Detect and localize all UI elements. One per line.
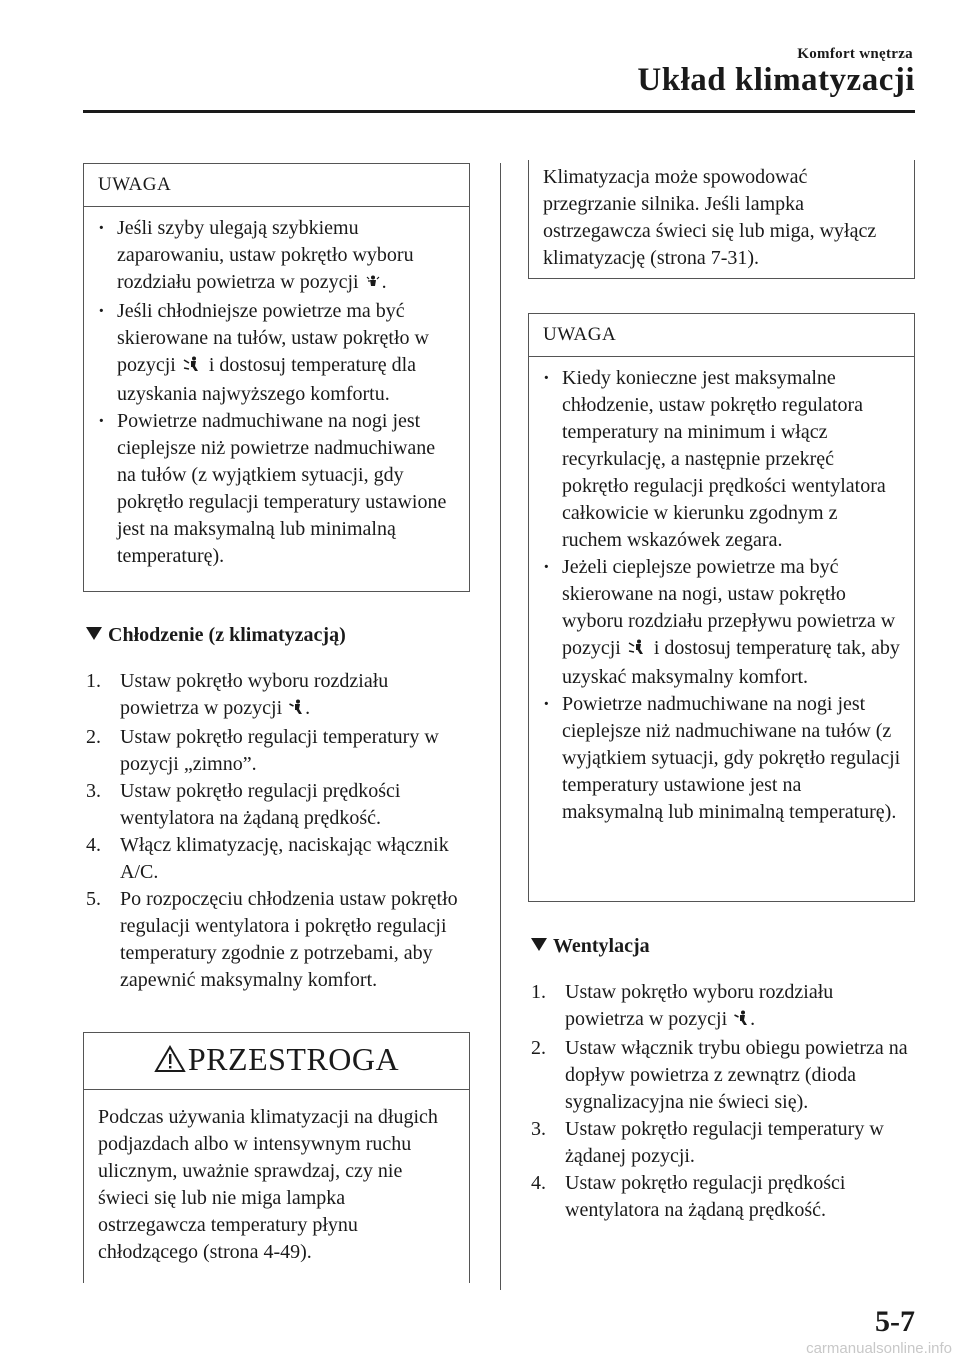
note-bullet: · Kiedy konieczne jest maksymalne chłodzenie, ustaw pokrętło regulatora temperatury na minimum i włącz recyrkulację, a następnie przekręć pokrętło regulacji prędkości wentylatora całkowicie w kierunku zgodnym z ruchem wskazówek zegara. (541, 365, 902, 554)
caution-title: PRZESTROGA (187, 1041, 400, 1077)
note-title: UWAGA (84, 164, 469, 207)
watermark: carmanualsonline.info (806, 1340, 952, 1357)
note-bullet: · Jeśli chłodniejsze powietrze ma być skierowane na tułów, ustaw pokrętło w pozycji i dostosuj temperaturę dla uzyskania najwyższego komfortu. (96, 298, 457, 408)
defrost-mode-icon (366, 271, 380, 298)
ventilation-steps (531, 979, 916, 1224)
section-triangle-icon (531, 938, 547, 951)
cooling-steps (86, 668, 471, 994)
column-divider (500, 163, 501, 1290)
cooling-step: 2. Ustaw pokrętło regulacji temperatury w pozycji „zimno”. (86, 726, 439, 775)
page-number: 5-7 (875, 1305, 915, 1338)
note-bullet: · Powietrze nadmuchiwane na nogi jest cieplejsze niż powietrze nadmuchiwane na tułów (z wyjątkiem sytuacji, gdy pokrętło regulacji temperatury ustawione jest na maksymalną lub minimalną temperaturę). (96, 408, 457, 570)
ventilation-step: 4. Ustaw pokrętło regulacji prędkości wentylatora na żądaną prędkość. (531, 1172, 846, 1221)
caution-body: Podczas używania klimatyzacji na długich podjazdach albo w intensywnym ruchu ulicznym, uważnie sprawdzaj, czy nie świeci się lub nie miga lampka ostrzegawcza temperatury płynu chłodzącego (strona 4-49). (98, 1106, 438, 1263)
caution-box-continued (528, 160, 915, 279)
caution-box (83, 1032, 470, 1283)
note-bullets (529, 357, 914, 836)
note-box-left (83, 163, 470, 592)
ventilation-step: 2. Ustaw włącznik trybu obiegu powietrza na dopływ powietrza z zewnątrz (dioda sygnalizacyjna nie świeci się). (531, 1037, 908, 1113)
cooling-step: 4. Włącz klimatyzację, naciskając włącznik A/C. (86, 834, 449, 883)
bilevel-mode-icon (628, 637, 647, 664)
page-title: Układ klimatyzacji (637, 62, 915, 98)
note-box-right (528, 313, 915, 902)
cooling-step: 5. Po rozpoczęciu chłodzenia ustaw pokrętło regulacji wentylatora i pokrętło regulacji temperatury zgodnie z potrzebami, aby zapewnić maksymalny komfort. (86, 888, 458, 991)
ventilation-heading: Wentylacja (531, 935, 650, 958)
note-bullet: · Jeżeli cieplejsze powietrze ma być skierowane na nogi, ustaw pokrętło wyboru rozdziału przepływu powietrza w pozycji i dostosuj temperaturę tak, aby uzyskać maksymalny komfort. (541, 554, 902, 691)
cooling-step: 1. Ustaw pokrętło wyboru rozdziału powietrza w pozycji . (86, 668, 471, 724)
ventilation-step: 3. Ustaw pokrętło regulacji temperatury w żądanej pozycji. (531, 1118, 884, 1167)
vent-mode-icon (734, 1008, 748, 1035)
header-rule (83, 110, 915, 113)
note-bullets (84, 207, 469, 580)
ventilation-step: 1. Ustaw pokrętło wyboru rozdziału powietrza w pozycji . (531, 979, 916, 1035)
note-bullet: · Jeśli szyby ulegają szybkiemu zaparowaniu, ustaw pokrętło wyboru rozdziału powietrza w pozycji . (96, 215, 457, 298)
section-triangle-icon (86, 627, 102, 640)
section-label: Komfort wnętrza (797, 46, 913, 62)
warning-triangle-icon (154, 1044, 186, 1081)
vent-mode-icon (289, 697, 303, 724)
cooling-step: 3. Ustaw pokrętło regulacji prędkości wentylatora na żądaną prędkość. (86, 780, 401, 829)
caution-header (84, 1033, 469, 1090)
note-bullet: · Powietrze nadmuchiwane na nogi jest cieplejsze niż nadmuchiwane na tułów (z wyjątkiem sytuacji, gdy pokrętło regulacji temperatury ustawione jest na maksymalną lub minimalną temperaturę). (541, 691, 902, 826)
bilevel-mode-icon (183, 354, 202, 381)
cooling-heading: Chłodzenie (z klimatyzacją) (86, 624, 346, 647)
caution-continued-text: Klimatyzacja może spowodować przegrzanie silnika. Jeśli lampka ostrzegawcza świeci się lub miga, wyłącz klimatyzację (strona 7-31). (543, 166, 877, 269)
note-title: UWAGA (529, 314, 914, 357)
